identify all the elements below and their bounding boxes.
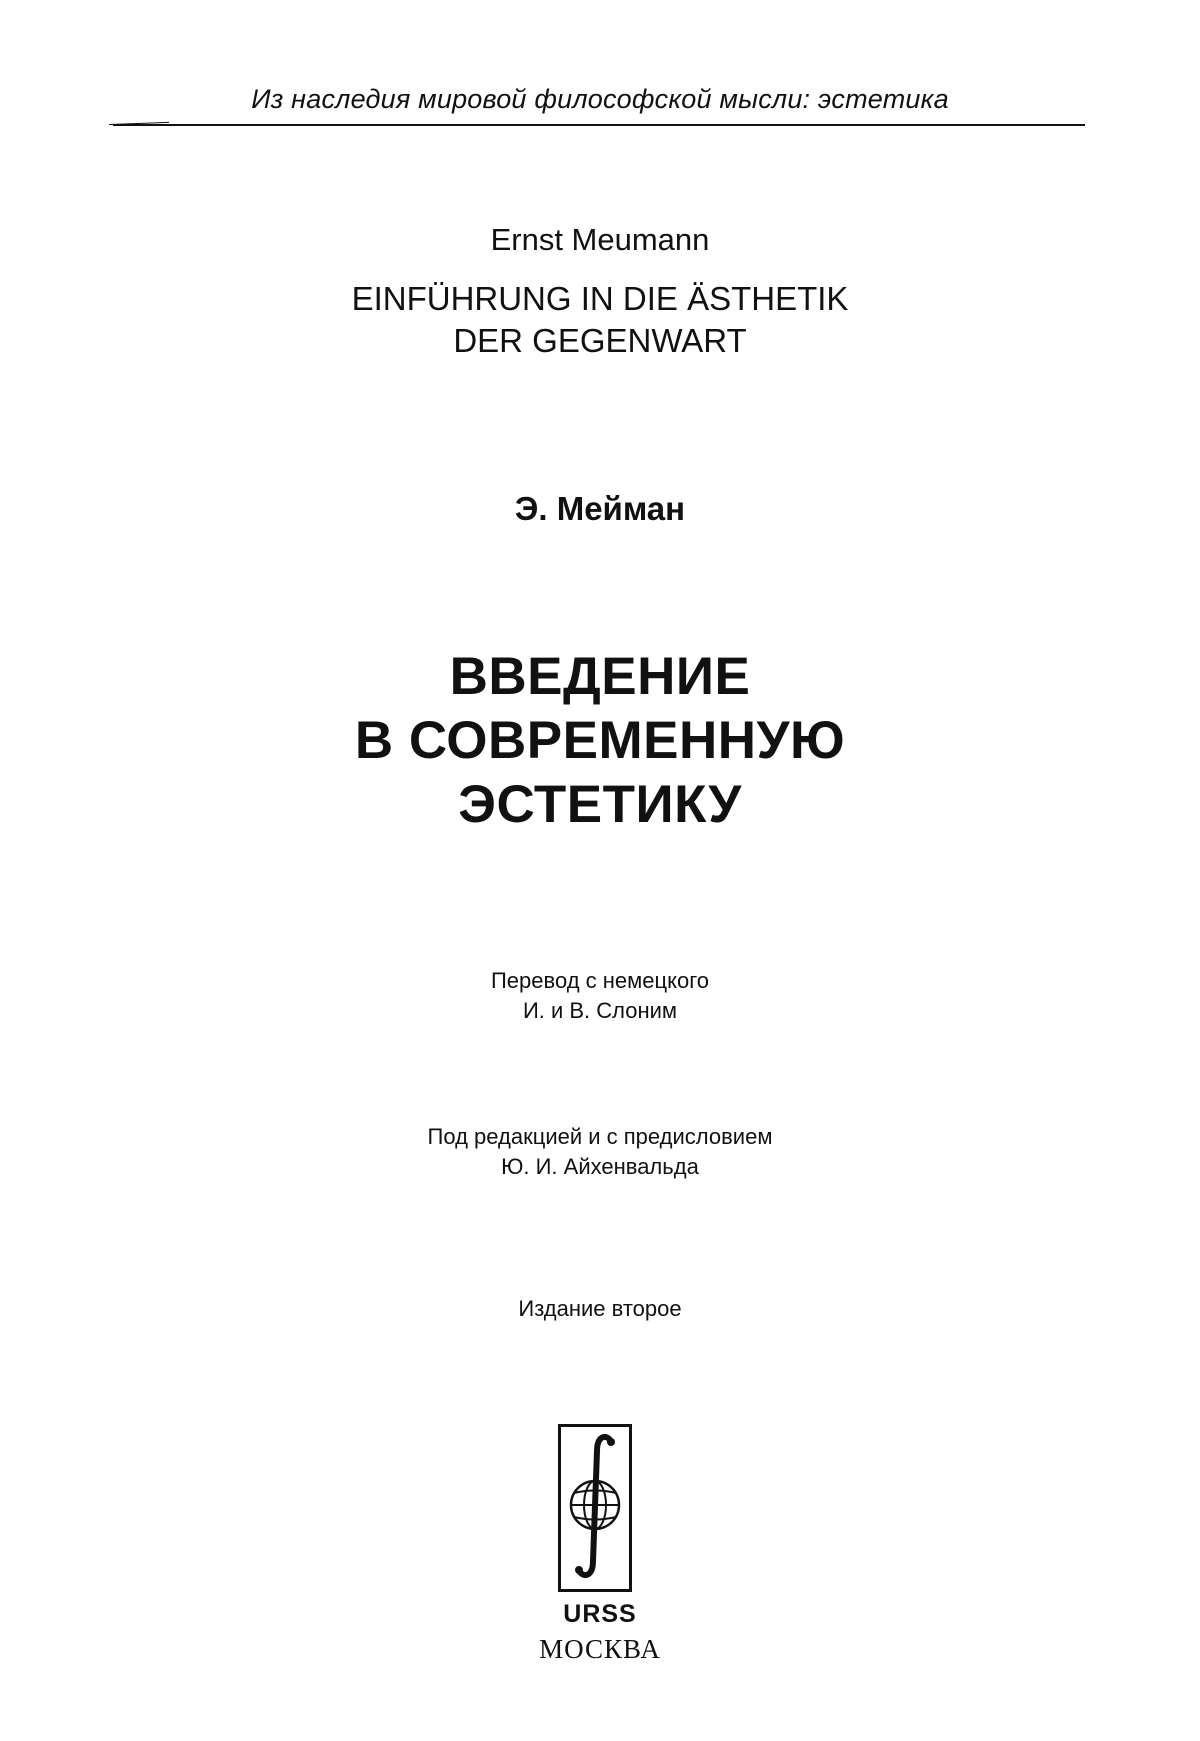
editor-credit-line-1: Под редакцией и с предисловием: [427, 1124, 773, 1149]
russian-title-line-2: В СОВРЕМЕННУЮ: [354, 711, 846, 770]
publisher-city: МОСКВА: [539, 1634, 661, 1664]
original-title-line-1: EINFÜHRUNG IN DIE ÄSTHETIK: [351, 280, 849, 317]
russian-title-line-3: ЭСТЕТИКУ: [458, 775, 742, 834]
edition-note: Издание второе: [518, 1296, 682, 1321]
header-rule: [113, 124, 1085, 126]
editor-credit-line-2: Ю. И. Айхенвальда: [501, 1154, 699, 1179]
publisher-logo-text: URSS: [563, 1600, 637, 1628]
editor-credit: [0, 1122, 1200, 1182]
original-author: Ernst Meumann: [490, 222, 710, 257]
russian-author: Э. Мейман: [514, 490, 686, 527]
series-title: Из наследия мировой философской мысли: эстетика: [251, 84, 949, 114]
urss-logo-icon: [558, 1424, 632, 1592]
russian-title-line-1: ВВЕДЕНИЕ: [449, 647, 751, 706]
translation-credit-line-2: И. и В. Слоним: [522, 998, 678, 1023]
original-title: [0, 278, 1200, 362]
russian-title: [0, 645, 1200, 837]
translation-credit: [0, 966, 1200, 1026]
translation-credit-line-1: Перевод с немецкого: [490, 968, 709, 993]
original-title-line-2: DER GEGENWART: [453, 322, 747, 359]
